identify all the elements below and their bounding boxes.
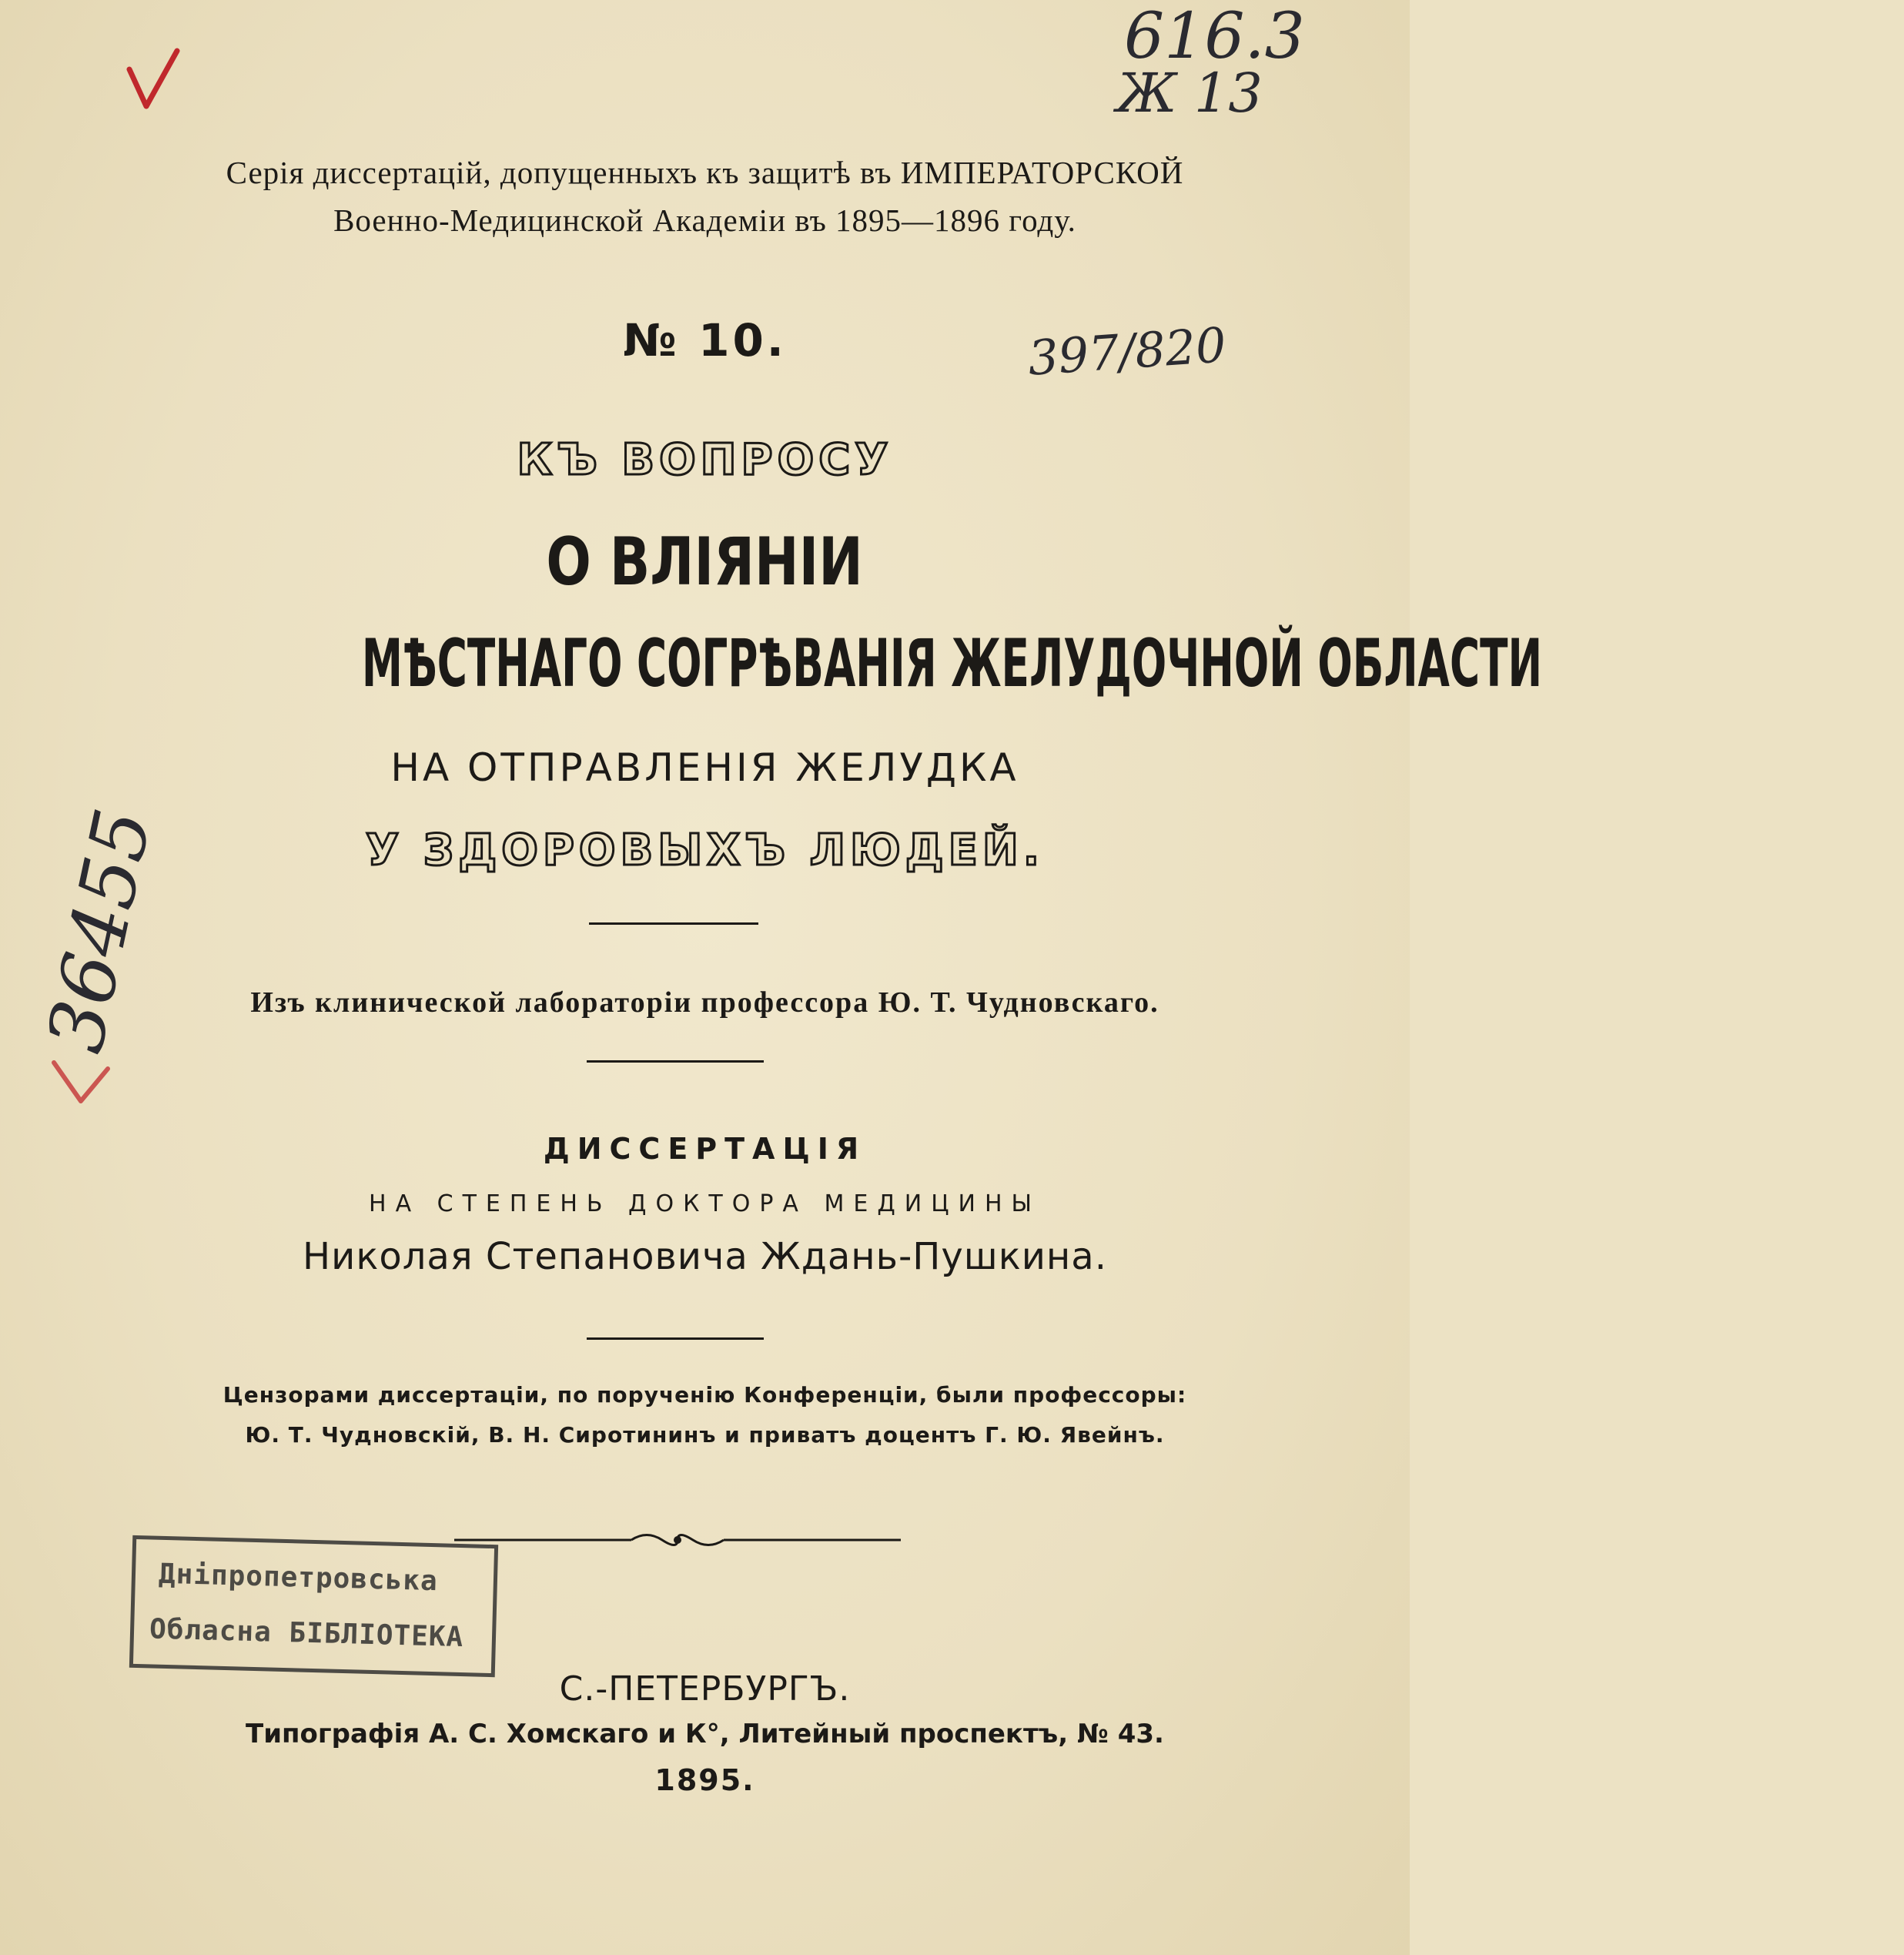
- divider-1: [589, 922, 758, 925]
- ornamental-divider: [454, 1528, 901, 1552]
- imprint-city: С.-ПЕТЕРБУРГЪ.: [559, 1669, 851, 1709]
- imprint-year: 1895.: [654, 1763, 755, 1797]
- title-line-4: НА ОТПРАВЛЕНІЯ ЖЕЛУДКА: [390, 745, 1019, 790]
- series-line-1: Серія диссертацій, допущенныхъ къ защитѣ въ ИМПЕРАТОРСКОЙ: [226, 155, 1184, 190]
- handwritten-shelfmark-top: 616.3: [1124, 0, 1305, 73]
- handwritten-inventory-number: 397/820: [1026, 316, 1228, 387]
- series-line-2: Военно-Медицинской Академіи въ 1895—1896 году.: [333, 203, 1076, 238]
- handwritten-shelfmark-bottom: Ж 13: [1116, 62, 1263, 125]
- library-stamp: [129, 1535, 498, 1677]
- title-line-2-wrap: [0, 524, 1410, 601]
- volume-number: № 10.: [623, 314, 787, 367]
- red-pencil-mark-icon: [46, 1055, 115, 1116]
- stamp-line-2: Обласна БІБЛІОТЕКА: [149, 1613, 464, 1654]
- imprint-printer: Типографія А. С. Хомскаго и К°, Литейный проспектъ, № 43.: [246, 1719, 1164, 1749]
- censors-line-1: Цензорами диссертаціи, по порученію Конференціи, были профессоры:: [223, 1382, 1187, 1408]
- divider-3: [587, 1337, 764, 1340]
- title-line-1: КЪ ВОПРОСУ: [517, 435, 893, 485]
- laboratory-line: Изъ клинической лабораторіи профессора Ю. Т. Чудновскаго.: [250, 986, 1159, 1019]
- handwritten-side-number: 36455: [29, 801, 169, 1060]
- dissertation-author: Николая Степановича Ждань-Пушкина.: [303, 1235, 1107, 1278]
- dissertation-label: ДИССЕРТАЦІЯ: [543, 1132, 867, 1166]
- title-line-3-wrap: [0, 625, 1543, 702]
- dissertation-degree: НА СТЕПЕНЬ ДОКТОРА МЕДИЦИНЫ: [369, 1190, 1041, 1217]
- censors-line-2: Ю. Т. Чудновскій, В. Н. Сиротининъ и приватъ доцентъ Г. Ю. Явейнъ.: [245, 1422, 1165, 1448]
- title-line-3: МѢСТНАГО СОГРѢВАНІЯ ЖЕЛУДОЧНОЙ ОБЛАСТИ: [361, 625, 1543, 702]
- red-check-mark-icon: [123, 46, 185, 115]
- stamp-line-1: Дніпропетровська: [158, 1558, 439, 1598]
- title-line-5: У ЗДОРОВЫХЪ ЛЮДЕЙ.: [365, 825, 1045, 875]
- divider-2: [587, 1060, 764, 1063]
- title-line-2: О ВЛІЯНІИ: [546, 524, 864, 601]
